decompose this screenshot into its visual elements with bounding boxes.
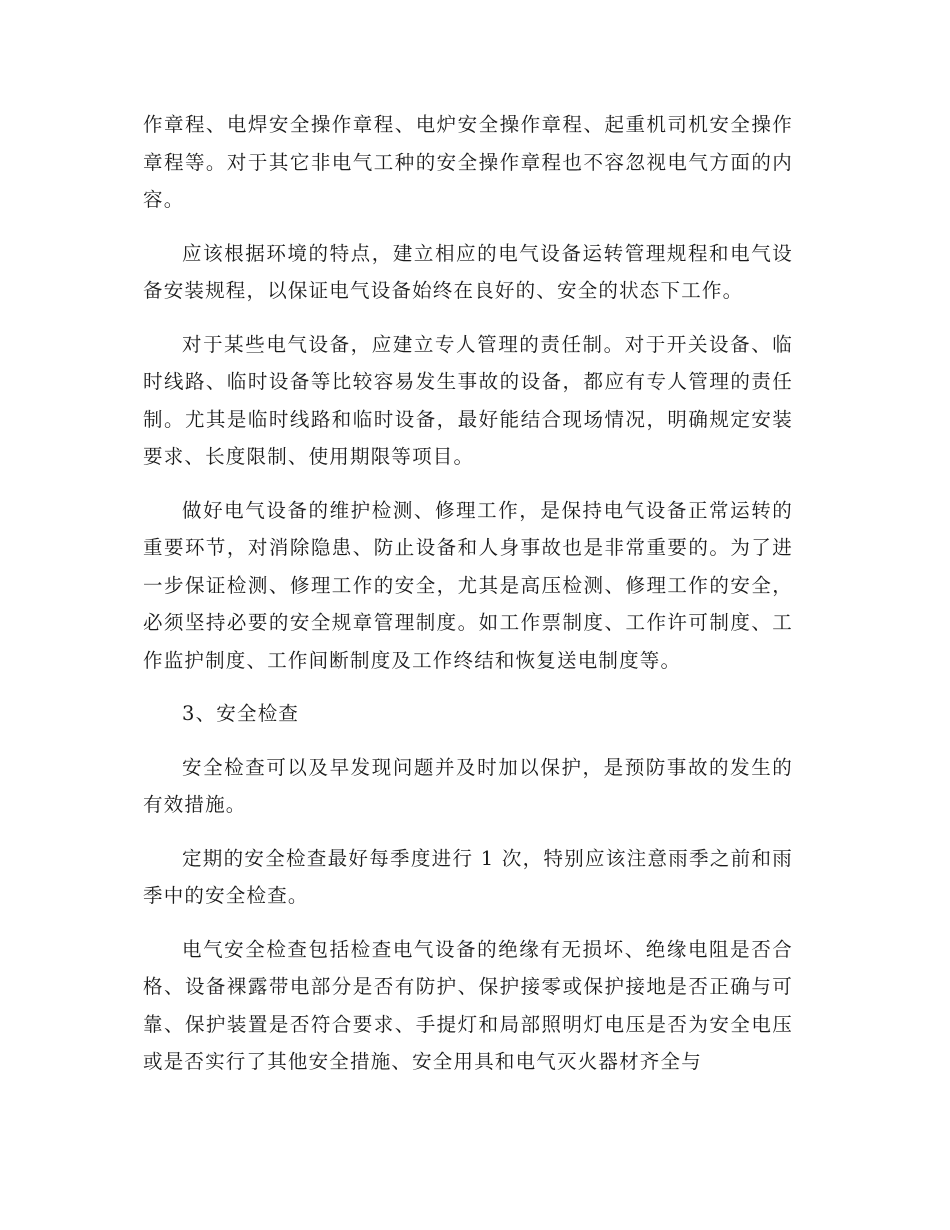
paragraph-continued-operating-rules: 作章程、电焊安全操作章程、电炉安全操作章程、起重机司机安全操作章程等。对于其它非电气工种的安全操作章程也不容忽视电气方面的内容。 <box>143 113 793 211</box>
paragraph-inspection-contents: 电气安全检查包括检查电气设备的绝缘有无损坏、绝缘电阻是否合格、设备裸露带电部分是否有防护、保护接零或保护接地是否正确与可靠、保护装置是否符合要求、手提灯和局部照明灯电压是否为安全电压或是否实行了其他安全措施、安全用具和电气灭火器材齐全与 <box>143 937 793 1073</box>
paragraph-inspection-purpose: 安全检查可以及早发现问题并及时加以保护，是预防事故的发生的有效措施。 <box>143 755 793 816</box>
paragraph-maintenance-inspection: 做好电气设备的维护检测、修理工作，是保持电气设备正常运转的重要环节，对消除隐患、防止设备和人身事故也是非常重要的。为了进一步保证检测、修理工作的安全，尤其是高压检测、修理工作的安全，必须坚持必要的安全规章管理制度。如工作票制度、工作许可制度、工作监护制度、工作间断制度及工作终结和恢复送电制度等。 <box>143 498 793 672</box>
paragraph-operating-regulations: 应该根据环境的特点，建立相应的电气设备运转管理规程和电气设备安装规程，以保证电气设备始终在良好的、安全的状态下工作。 <box>143 241 793 302</box>
paragraph-responsibility-system: 对于某些电气设备，应建立专人管理的责任制。对于开关设备、临时线路、临时设备等比较容易发生事故的设备，都应有专人管理的责任制。尤其是临时线路和临时设备，最好能结合现场情况，明确规定安装要求、长度限制、使用期限等项目。 <box>143 332 793 468</box>
document-page <box>143 106 793 1097</box>
paragraph-periodic-inspection: 定期的安全检查最好每季度进行 1 次，特别应该注意雨季之前和雨季中的安全检查。 <box>143 846 793 907</box>
section-heading-safety-inspection: 3、安全检查 <box>182 702 300 725</box>
